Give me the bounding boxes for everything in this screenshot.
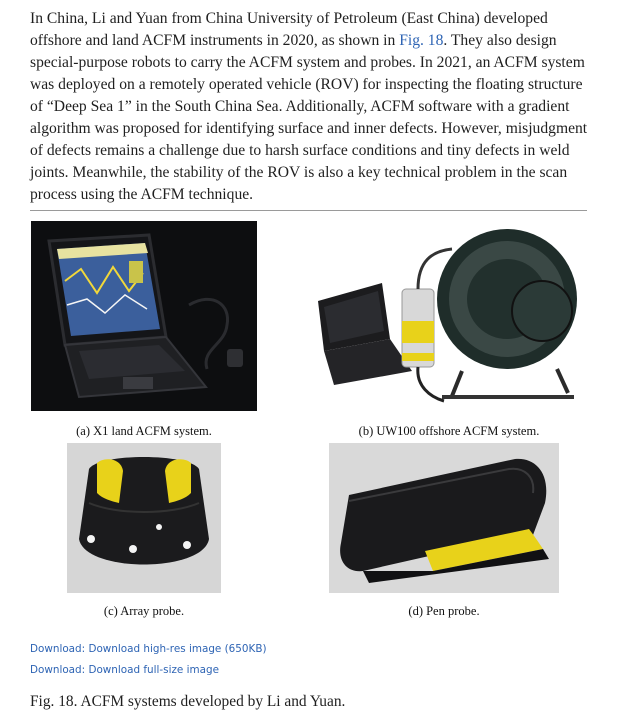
panel-b-caption: (b) UW100 offshore ACFM system.: [358, 424, 540, 438]
panel-b-image: [312, 221, 586, 411]
panel-d-caption: (d) Pen probe.: [408, 604, 480, 618]
paragraph-text-start: In China, Li and Yuan from China University of Petroleum (East China) developed offshore and land ACFM instruments in 2020, as shown in: [30, 10, 548, 49]
panel-a-image: [31, 221, 257, 411]
panel-a-caption: (a) X1 land ACFM system.: [76, 424, 212, 438]
panel-c-image: [67, 443, 221, 593]
download-high-res-link[interactable]: Download: Download high-res image (650KB): [30, 643, 267, 655]
body-paragraph: [30, 8, 596, 206]
pen-probe-illustration: [329, 443, 559, 593]
figure-caption: Fig. 18. ACFM systems developed by Li and Yuan.: [30, 693, 346, 710]
panel-d-image: [329, 443, 559, 593]
paragraph-text-end: . They also design special-purpose robots to carry the ACFM system and probes. In 2021, an ACFM system was deployed on a remotely operated vehicle (ROV) for inspecting the floating structure of “Deep Sea 1” in the South China Sea. Additionally, ACFM software with a gradient algorithm was proposed for identifying surface and inner defects. However, misjudgment of defects remains a challenge due to harsh surface conditions and tiny defects in weld joints. Meanwhile, the stability of the ROV is also a key technical problem in the scan process using the ACFM technique.: [30, 32, 588, 203]
panel-c-caption: (c) Array probe.: [103, 604, 185, 618]
divider: [30, 210, 587, 211]
laptop-illustration-a: [31, 221, 257, 411]
array-probe-illustration: [67, 443, 221, 593]
reel-illustration-b: [312, 221, 586, 411]
download-full-size-link[interactable]: Download: Download full-size image: [30, 664, 219, 676]
figure-link[interactable]: Fig. 18: [399, 32, 444, 49]
